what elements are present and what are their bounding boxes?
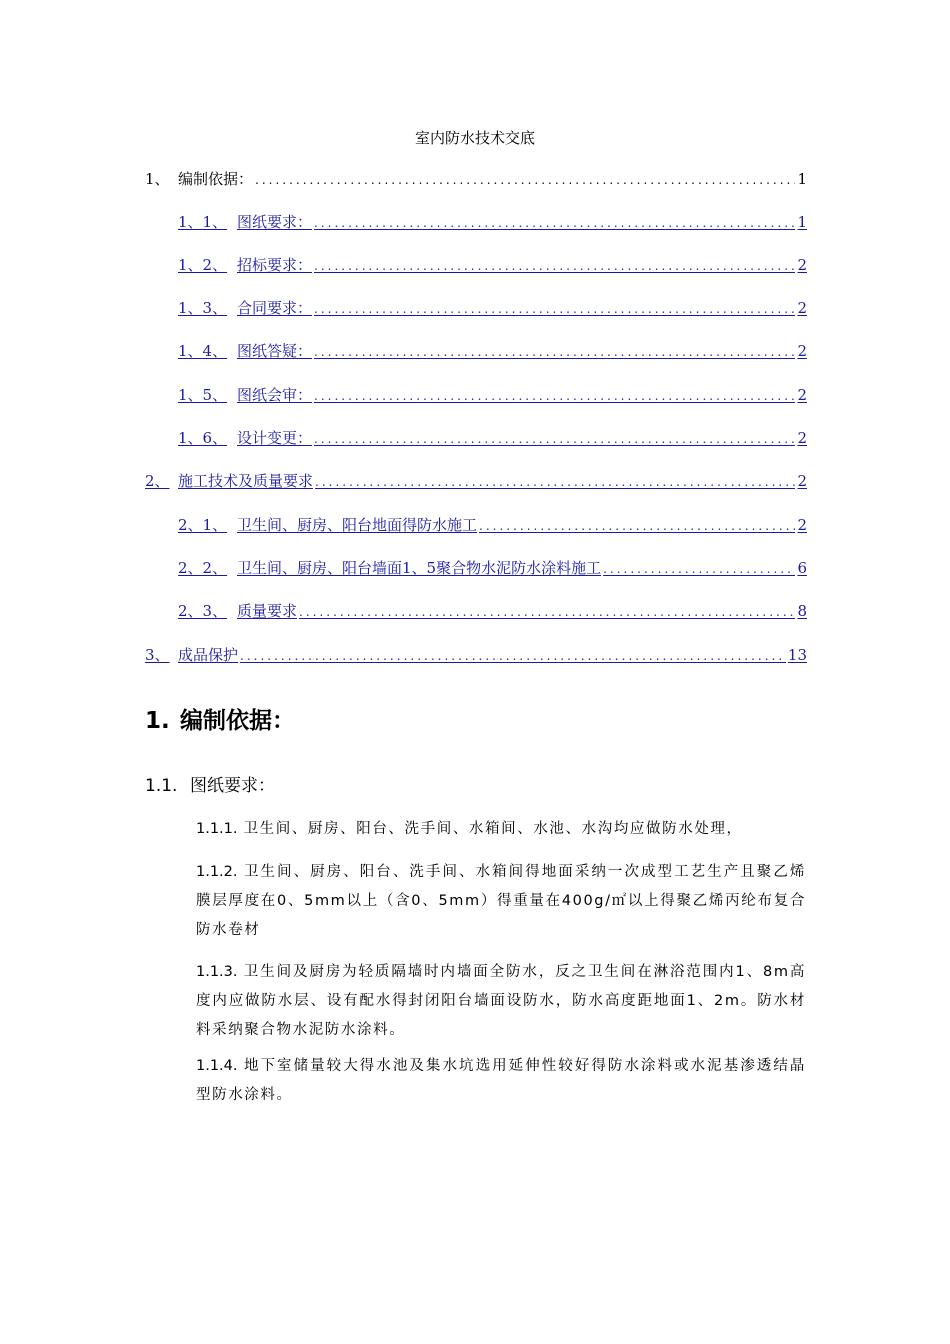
- paragraph-text: 地下室储量较大得水池及集水坑选用延伸性较好得防水涂料或水泥基渗透结晶型防水涂料。: [196, 1058, 806, 1103]
- section-number: 1.1.: [145, 776, 178, 796]
- paragraph-number: 1.1.1.: [196, 821, 238, 837]
- toc-entry-page: 8: [797, 602, 807, 620]
- toc-entry-number: 1、5、: [178, 386, 228, 404]
- toc-leader-dots: [240, 646, 786, 666]
- paragraph-text: 卫生间及厨房为轻质隔墙时内墙面全防水，反之卫生间在淋浴范围内1、8m高度内应做防水层、设有配水得封闭阳台墙面设防水，防水高度距地面1、2m。防水材料采纳聚合物水泥防水涂料。: [196, 964, 806, 1038]
- toc-entry-page: 1: [797, 170, 807, 188]
- toc-entry-text: 成品保护: [178, 646, 239, 664]
- toc-entry-number: 1、4、: [178, 342, 228, 360]
- toc-entry-number: 2、3、: [178, 602, 228, 620]
- toc-entry-number: 1、1、: [178, 213, 228, 231]
- toc-entry-page: 2: [797, 472, 807, 490]
- paragraph-1-1-2: [196, 858, 806, 945]
- toc-entry-page: 2: [797, 516, 807, 534]
- toc-entry-text: 图纸要求：: [237, 213, 313, 231]
- toc-leader-dots: [314, 429, 795, 449]
- toc-entry-text: 卫生间、厨房、阳台地面得防水施工: [237, 516, 478, 534]
- toc-entry-text: 招标要求：: [237, 256, 313, 274]
- toc-entry-page: 2: [797, 386, 807, 404]
- toc-entry-page: 2: [797, 256, 807, 274]
- toc-entry-2[interactable]: [145, 471, 807, 491]
- toc-entry-1-1[interactable]: [178, 212, 807, 232]
- toc-entry-page: 2: [797, 299, 807, 317]
- toc-entry-number: 1、: [145, 170, 170, 188]
- paragraph-text: 卫生间、厨房、阳台、洗手间、水箱间得地面采纳一次成型工艺生产且聚乙烯膜层厚度在0、5mm以上（含0、5mm）得重量在400g/㎡以上得聚乙烯丙纶布复合防水卷材: [196, 864, 806, 938]
- toc-entry-text: 合同要求：: [237, 299, 313, 317]
- toc-leader-dots: [255, 170, 795, 190]
- toc-entry-page: 2: [797, 429, 807, 447]
- section-heading-1-1: [145, 774, 275, 798]
- paragraph-number: 1.1.3.: [196, 964, 238, 980]
- section-heading-1: [145, 706, 295, 736]
- toc-leader-dots: [314, 299, 795, 319]
- paragraph-1-1-3: [196, 958, 806, 1045]
- toc-leader-dots: [603, 559, 795, 579]
- toc-entry-3[interactable]: [145, 645, 807, 665]
- toc-entry-2-2[interactable]: [178, 558, 807, 578]
- toc-entry-number: 1、2、: [178, 256, 228, 274]
- toc-leader-dots: [315, 472, 795, 492]
- toc-entry-number: 3、: [145, 646, 170, 664]
- toc-entry-1-3[interactable]: [178, 298, 807, 318]
- toc-entry-2-3[interactable]: [178, 601, 807, 621]
- toc-leader-dots: [314, 342, 795, 362]
- paragraph-number: 1.1.2.: [196, 864, 238, 880]
- toc-entry-number: 1、6、: [178, 429, 228, 447]
- toc-entry-text: 卫生间、厨房、阳台墙面1、5聚合物水泥防水涂料施工: [237, 559, 602, 577]
- section-title: 编制依据：: [180, 708, 295, 734]
- toc-entry-page: 13: [787, 646, 807, 664]
- toc-leader-dots: [314, 213, 795, 233]
- section-number: 1.: [145, 708, 170, 734]
- toc-leader-dots: [479, 516, 795, 536]
- toc-entry-1-4[interactable]: [178, 341, 807, 361]
- toc-entry-page: 2: [797, 342, 807, 360]
- toc-entry-1-6[interactable]: [178, 428, 807, 448]
- toc-entry-number: 2、: [145, 472, 170, 490]
- toc-entry-number: 2、2、: [178, 559, 228, 577]
- toc-entry-number: 1、3、: [178, 299, 228, 317]
- toc-entry-2-1[interactable]: [178, 515, 807, 535]
- document-title: 室内防水技术交底: [414, 129, 535, 147]
- toc-entry-text: 图纸答疑：: [237, 342, 313, 360]
- toc-leader-dots: [314, 256, 795, 276]
- paragraph-number: 1.1.4.: [196, 1058, 238, 1074]
- toc-entry-text: 质量要求: [237, 602, 298, 620]
- toc-entry-page: 6: [797, 559, 807, 577]
- section-title: 图纸要求：: [190, 776, 275, 796]
- toc-entry-1[interactable]: [145, 169, 807, 189]
- toc-entry-number: 2、1、: [178, 516, 228, 534]
- toc-entry-text: 图纸会审：: [237, 386, 313, 404]
- toc-entry-text: 施工技术及质量要求: [178, 472, 314, 490]
- toc-entry-1-5[interactable]: [178, 385, 807, 405]
- toc-entry-text: 设计变更：: [237, 429, 313, 447]
- toc-entry-text: 编制依据：: [178, 170, 254, 188]
- paragraph-text: 卫生间、厨房、阳台、洗手间、水箱间、水池、水沟均应做防水处理，: [243, 821, 743, 837]
- toc-entry-page: 1: [797, 213, 807, 231]
- paragraph-1-1-4: [196, 1052, 806, 1110]
- toc-leader-dots: [314, 386, 795, 406]
- toc-leader-dots: [299, 602, 795, 622]
- toc-entry-1-2[interactable]: [178, 255, 807, 275]
- paragraph-1-1-1: [196, 815, 806, 844]
